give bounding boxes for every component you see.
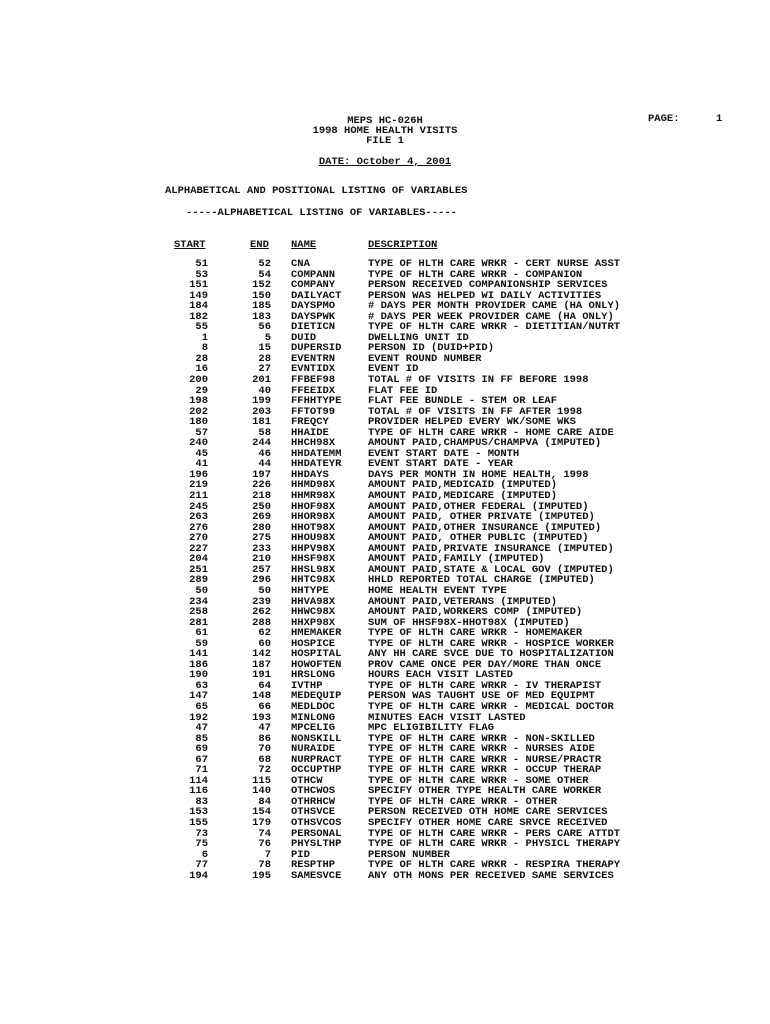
- end-cell: 275: [252, 532, 271, 545]
- end-cell: 280: [252, 521, 271, 534]
- end-cell: 66: [258, 700, 271, 713]
- start-cell: 211: [189, 490, 208, 503]
- end-cell: 262: [252, 606, 271, 619]
- end-cell: 27: [258, 363, 271, 376]
- name-cell: HHTC98X: [291, 574, 336, 587]
- start-cell: 219: [189, 479, 208, 492]
- end-cell: 5: [264, 331, 271, 344]
- name-cell: HHOF98X: [291, 500, 336, 513]
- description-cell: FLAT FEE BUNDLE - STEM OR LEAF: [368, 395, 558, 408]
- name-cell: HHPV98X: [291, 542, 336, 555]
- description-cell: PERSON ID (DUID+PID): [368, 342, 495, 355]
- start-cell: 29: [195, 384, 208, 397]
- name-cell: HHAIDE: [291, 426, 329, 439]
- end-cell: 150: [252, 289, 271, 302]
- end-cell: 218: [252, 490, 271, 503]
- start-cell: 114: [189, 774, 208, 787]
- start-cell: 75: [195, 838, 208, 851]
- name-cell: HHVA98X: [291, 595, 336, 608]
- description-cell: EVENT ID: [368, 363, 419, 376]
- start-cell: 202: [189, 405, 208, 418]
- file-label: FILE 1: [366, 135, 404, 147]
- page-number: 1: [716, 113, 723, 125]
- end-cell: 239: [252, 595, 271, 608]
- table-row: [0, 702, 770, 713]
- name-cell: MEDLDOC: [291, 700, 336, 713]
- description-cell: PERSON NUMBER: [368, 848, 450, 861]
- start-cell: 263: [189, 511, 208, 524]
- name-cell: NURAIDE: [291, 743, 336, 756]
- column-header-start: START: [174, 239, 206, 251]
- start-cell: 276: [189, 521, 208, 534]
- description-cell: AMOUNT PAID,OTHER FEDERAL (IMPUTED): [368, 500, 589, 513]
- description-cell: SUM OF HHSF98X-HHOT98X (IMPUTED): [368, 616, 570, 629]
- name-cell: DIETICN: [291, 321, 336, 334]
- page-label: PAGE:: [648, 113, 680, 125]
- description-cell: TYPE OF HLTH CARE WRKR - NON-SKILLED: [368, 732, 595, 745]
- start-cell: 182: [189, 310, 208, 323]
- description-cell: TYPE OF HLTH CARE WRKR - NURSE/PRACTR: [368, 753, 602, 766]
- description-cell: AMOUNT PAID,PRIVATE INSURANCE (IMPUTED): [368, 542, 614, 555]
- end-cell: 226: [252, 479, 271, 492]
- start-cell: 186: [189, 658, 208, 671]
- description-cell: AMOUNT PAID,OTHER INSURANCE (IMPUTED): [368, 521, 602, 534]
- name-cell: HHOT98X: [291, 521, 336, 534]
- end-cell: 28: [258, 352, 271, 365]
- start-cell: 155: [189, 816, 208, 829]
- start-cell: 198: [189, 395, 208, 408]
- start-cell: 289: [189, 574, 208, 587]
- start-cell: 270: [189, 532, 208, 545]
- end-cell: 203: [252, 405, 271, 418]
- name-cell: PHYSLTHP: [291, 838, 342, 851]
- start-cell: 47: [195, 722, 208, 735]
- description-cell: HOURS EACH VISIT LASTED: [368, 669, 513, 682]
- start-cell: 258: [189, 606, 208, 619]
- end-cell: 46: [258, 447, 271, 460]
- start-cell: 196: [189, 468, 208, 481]
- end-cell: 74: [258, 827, 271, 840]
- description-cell: DAYS PER MONTH IN HOME HEALTH, 1998: [368, 468, 589, 481]
- description-cell: TYPE OF HLTH CARE WRKR - PHYSICL THERAPY: [368, 838, 621, 851]
- column-header-end: END: [250, 239, 269, 251]
- name-cell: DUID: [291, 331, 317, 344]
- end-cell: 152: [252, 279, 271, 292]
- end-cell: 187: [252, 658, 271, 671]
- table-row: [0, 818, 770, 829]
- end-cell: 296: [252, 574, 271, 587]
- end-cell: 15: [258, 342, 271, 355]
- end-cell: 44: [258, 458, 271, 471]
- column-header-name: NAME: [291, 239, 317, 251]
- name-cell: HHOU98X: [291, 532, 336, 545]
- start-cell: 234: [189, 595, 208, 608]
- start-cell: 59: [195, 637, 208, 650]
- name-cell: HRSLONG: [291, 669, 336, 682]
- name-cell: RESPTHP: [291, 859, 336, 872]
- start-cell: 67: [195, 753, 208, 766]
- name-cell: EVNTIDX: [291, 363, 336, 376]
- start-cell: 73: [195, 827, 208, 840]
- end-cell: 288: [252, 616, 271, 629]
- description-cell: TYPE OF HLTH CARE WRKR - HOME CARE AIDE: [368, 426, 614, 439]
- name-cell: HHCH98X: [291, 437, 336, 450]
- name-cell: HHWC98X: [291, 606, 336, 619]
- description-cell: TYPE OF HLTH CARE WRKR - MEDICAL DOCTOR: [368, 700, 614, 713]
- name-cell: FFBEF98: [291, 374, 336, 387]
- end-cell: 62: [258, 627, 271, 640]
- end-cell: 52: [258, 258, 271, 270]
- description-cell: AMOUNT PAID,MEDICAID (IMPUTED): [368, 479, 558, 492]
- description-cell: PROV CAME ONCE PER DAY/MORE THAN ONCE: [368, 658, 602, 671]
- description-cell: TYPE OF HLTH CARE WRKR - OTHER: [368, 795, 558, 808]
- description-cell: HOME HEALTH EVENT TYPE: [368, 584, 507, 597]
- start-cell: 85: [195, 732, 208, 745]
- report-title: 1998 HOME HEALTH VISITS: [312, 125, 458, 137]
- start-cell: 50: [195, 584, 208, 597]
- table-row: [0, 871, 770, 882]
- name-cell: MEDEQUIP: [291, 690, 342, 703]
- start-cell: 57: [195, 426, 208, 439]
- description-cell: TYPE OF HLTH CARE WRKR - DIETITIAN/NUTRT: [368, 321, 621, 334]
- start-cell: 116: [189, 785, 208, 798]
- start-cell: 245: [189, 500, 208, 513]
- start-cell: 69: [195, 743, 208, 756]
- start-cell: 65: [195, 700, 208, 713]
- start-cell: 147: [189, 690, 208, 703]
- start-cell: 55: [195, 321, 208, 334]
- name-cell: HHDATEYR: [291, 458, 342, 471]
- name-cell: HOWOFTEN: [291, 658, 342, 671]
- description-cell: FLAT FEE ID: [368, 384, 438, 397]
- description-cell: AMOUNT PAID,VETERANS (IMPUTED): [368, 595, 558, 608]
- name-cell: NURPRACT: [291, 753, 342, 766]
- description-cell: TYPE OF HLTH CARE WRKR - NURSES AIDE: [368, 743, 595, 756]
- start-cell: 190: [189, 669, 208, 682]
- name-cell: HOSPITAL: [291, 648, 342, 661]
- end-cell: 193: [252, 711, 271, 724]
- description-cell: TYPE OF HLTH CARE WRKR - CERT NURSE ASST: [368, 258, 621, 270]
- description-cell: EVENT ROUND NUMBER: [368, 352, 482, 365]
- start-cell: 151: [189, 279, 208, 292]
- description-cell: AMOUNT PAID,MEDICARE (IMPUTED): [368, 490, 558, 503]
- end-cell: 78: [258, 859, 271, 872]
- name-cell: HHTYPE: [291, 584, 329, 597]
- name-cell: PERSONAL: [291, 827, 342, 840]
- end-cell: 58: [258, 426, 271, 439]
- description-cell: TOTAL # OF VISITS IN FF AFTER 1998: [368, 405, 583, 418]
- date-line: [0, 156, 770, 168]
- start-cell: 28: [195, 352, 208, 365]
- name-cell: FFEEIDX: [291, 384, 336, 397]
- end-cell: 140: [252, 785, 271, 798]
- start-cell: 71: [195, 764, 208, 777]
- start-cell: 16: [195, 363, 208, 376]
- name-cell: OTHSVCE: [291, 806, 336, 819]
- end-cell: 181: [252, 416, 271, 429]
- start-cell: 141: [189, 648, 208, 661]
- start-cell: 251: [189, 563, 208, 576]
- description-cell: TYPE OF HLTH CARE WRKR - COMPANION: [368, 268, 583, 281]
- name-cell: EVENTRN: [291, 352, 336, 365]
- name-cell: HHXP98X: [291, 616, 336, 629]
- name-cell: HHMD98X: [291, 479, 336, 492]
- start-cell: 6: [201, 848, 208, 861]
- end-cell: 56: [258, 321, 271, 334]
- table-row: [0, 586, 770, 597]
- name-cell: DAYSPWK: [291, 310, 336, 323]
- description-cell: PERSON WAS TAUGHT USE OF MED EQUIPMT: [368, 690, 595, 703]
- name-cell: SAMESVCE: [291, 869, 342, 882]
- name-cell: HHDAYS: [291, 468, 329, 481]
- end-cell: 179: [252, 816, 271, 829]
- name-cell: OTHCW: [291, 774, 323, 787]
- subsection-title: -----ALPHABETICAL LISTING OF VARIABLES-----: [186, 207, 457, 219]
- name-cell: IVTHP: [291, 679, 323, 692]
- start-cell: 227: [189, 542, 208, 555]
- description-cell: AMOUNT PAID,STATE & LOCAL GOV (IMPUTED): [368, 563, 614, 576]
- end-cell: 142: [252, 648, 271, 661]
- description-cell: PROVIDER HELPED EVERY WK/SOME WKS: [368, 416, 576, 429]
- table-row: [0, 491, 770, 502]
- end-cell: 50: [258, 584, 271, 597]
- description-cell: AMOUNT PAID,FAMILY (IMPUTED): [368, 553, 545, 566]
- start-cell: 45: [195, 447, 208, 460]
- description-cell: AMOUNT PAID, OTHER PRIVATE (IMPUTED): [368, 511, 595, 524]
- name-cell: FFTOT99: [291, 405, 336, 418]
- description-cell: AMOUNT PAID,CHAMPUS/CHAMPVA (IMPUTED): [368, 437, 602, 450]
- description-cell: TYPE OF HLTH CARE WRKR - PERS CARE ATTDT: [368, 827, 621, 840]
- end-cell: 197: [252, 468, 271, 481]
- name-cell: PID: [291, 848, 310, 861]
- date-value: October 4, 2001: [356, 156, 452, 168]
- description-cell: HHLD REPORTED TOTAL CHARGE (IMPUTED): [368, 574, 595, 587]
- description-cell: TYPE OF HLTH CARE WRKR - HOSPICE WORKER: [368, 637, 614, 650]
- end-cell: 40: [258, 384, 271, 397]
- start-cell: 184: [189, 300, 208, 313]
- end-cell: 60: [258, 637, 271, 650]
- start-cell: 149: [189, 289, 208, 302]
- end-cell: 154: [252, 806, 271, 819]
- description-cell: TYPE OF HLTH CARE WRKR - OCCUP THERAP: [368, 764, 602, 777]
- end-cell: 233: [252, 542, 271, 555]
- end-cell: 54: [258, 268, 271, 281]
- end-cell: 7: [264, 848, 271, 861]
- table-row: [0, 375, 770, 386]
- description-cell: MPC ELIGIBILITY FLAG: [368, 722, 495, 735]
- start-cell: 180: [189, 416, 208, 429]
- name-cell: COMPANY: [291, 279, 336, 292]
- description-cell: PERSON RECEIVED COMPANIONSHIP SERVICES: [368, 279, 608, 292]
- start-cell: 61: [195, 627, 208, 640]
- name-cell: MPCELIG: [291, 722, 336, 735]
- end-cell: 68: [258, 753, 271, 766]
- end-cell: 115: [252, 774, 271, 787]
- name-cell: HHMR98X: [291, 490, 336, 503]
- start-cell: 53: [195, 268, 208, 281]
- start-cell: 8: [201, 342, 208, 355]
- description-cell: SPECIFY OTHER TYPE HEALTH CARE WORKER: [368, 785, 602, 798]
- description-cell: AMOUNT PAID,WORKERS COMP (IMPUTED): [368, 606, 583, 619]
- description-cell: AMOUNT PAID, OTHER PUBLIC (IMPUTED): [368, 532, 589, 545]
- end-cell: 199: [252, 395, 271, 408]
- name-cell: HHSF98X: [291, 553, 336, 566]
- name-cell: NONSKILL: [291, 732, 342, 745]
- start-cell: 281: [189, 616, 208, 629]
- table-row: [0, 607, 770, 618]
- description-cell: EVENT START DATE - YEAR: [368, 458, 513, 471]
- end-cell: 210: [252, 553, 271, 566]
- name-cell: OTHRHCW: [291, 795, 336, 808]
- date-label: DATE:: [318, 156, 351, 168]
- name-cell: HMEMAKER: [291, 627, 342, 640]
- end-cell: 244: [252, 437, 271, 450]
- start-cell: 200: [189, 374, 208, 387]
- end-cell: 86: [258, 732, 271, 745]
- name-cell: FFHHTYPE: [291, 395, 342, 408]
- end-cell: 64: [258, 679, 271, 692]
- column-header-description: DESCRIPTION: [368, 239, 438, 251]
- end-cell: 76: [258, 838, 271, 851]
- name-cell: DUPERSID: [291, 342, 342, 355]
- name-cell: OTHCWOS: [291, 785, 336, 798]
- end-cell: 84: [258, 795, 271, 808]
- description-cell: TYPE OF HLTH CARE WRKR - RESPIRA THERAPY: [368, 859, 621, 872]
- start-cell: 77: [195, 859, 208, 872]
- end-cell: 148: [252, 690, 271, 703]
- name-cell: OCCUPTHP: [291, 764, 342, 777]
- end-cell: 185: [252, 300, 271, 313]
- name-cell: MINLONG: [291, 711, 336, 724]
- end-cell: 70: [258, 743, 271, 756]
- description-cell: TOTAL # OF VISITS IN FF BEFORE 1998: [368, 374, 589, 387]
- table-row: [0, 259, 770, 270]
- description-cell: ANY HH CARE SVCE DUE TO HOSPITALIZATION: [368, 648, 614, 661]
- description-cell: EVENT START DATE - MONTH: [368, 447, 520, 460]
- name-cell: HHDATEMM: [291, 447, 342, 460]
- start-cell: 1: [201, 331, 208, 344]
- start-cell: 83: [195, 795, 208, 808]
- name-cell: DAYSPMO: [291, 300, 336, 313]
- start-cell: 41: [195, 458, 208, 471]
- end-cell: 47: [258, 722, 271, 735]
- name-cell: COMPANN: [291, 268, 336, 281]
- section-title: ALPHABETICAL AND POSITIONAL LISTING OF VARIABLES: [165, 185, 468, 197]
- name-cell: HHSL98X: [291, 563, 336, 576]
- name-cell: HHOR98X: [291, 511, 336, 524]
- description-cell: TYPE OF HLTH CARE WRKR - HOMEMAKER: [368, 627, 583, 640]
- description-cell: # DAYS PER MONTH PROVIDER CAME (HA ONLY): [368, 300, 621, 313]
- description-cell: TYPE OF HLTH CARE WRKR - SOME OTHER: [368, 774, 589, 787]
- start-cell: 240: [189, 437, 208, 450]
- name-cell: HOSPICE: [291, 637, 336, 650]
- end-cell: 201: [252, 374, 271, 387]
- name-cell: FREQCY: [291, 416, 329, 429]
- start-cell: 63: [195, 679, 208, 692]
- description-cell: PERSON WAS HELPED WI DAILY ACTIVITIES: [368, 289, 602, 302]
- start-cell: 153: [189, 806, 208, 819]
- variable-list: [0, 259, 770, 881]
- start-cell: 194: [189, 869, 208, 882]
- name-cell: DAILYACT: [291, 289, 342, 302]
- end-cell: 195: [252, 869, 271, 882]
- description-cell: MINUTES EACH VISIT LASTED: [368, 711, 526, 724]
- description-cell: TYPE OF HLTH CARE WRKR - IV THERAPIST: [368, 679, 602, 692]
- description-cell: DWELLING UNIT ID: [368, 331, 469, 344]
- end-cell: 183: [252, 310, 271, 323]
- end-cell: 72: [258, 764, 271, 777]
- description-cell: SPECIFY OTHER HOME CARE SRVCE RECEIVED: [368, 816, 608, 829]
- name-cell: OTHSVCOS: [291, 816, 342, 829]
- start-cell: 51: [195, 258, 208, 270]
- start-cell: 204: [189, 553, 208, 566]
- name-cell: CNA: [291, 258, 310, 270]
- end-cell: 191: [252, 669, 271, 682]
- end-cell: 269: [252, 511, 271, 524]
- report-id: MEPS HC-026H: [347, 115, 423, 127]
- end-cell: 250: [252, 500, 271, 513]
- description-cell: ANY OTH MONS PER RECEIVED SAME SERVICES: [368, 869, 614, 882]
- description-cell: PERSON RECEIVED OTH HOME CARE SERVICES: [368, 806, 608, 819]
- start-cell: 192: [189, 711, 208, 724]
- end-cell: 257: [252, 563, 271, 576]
- description-cell: # DAYS PER WEEK PROVIDER CAME (HA ONLY): [368, 310, 614, 323]
